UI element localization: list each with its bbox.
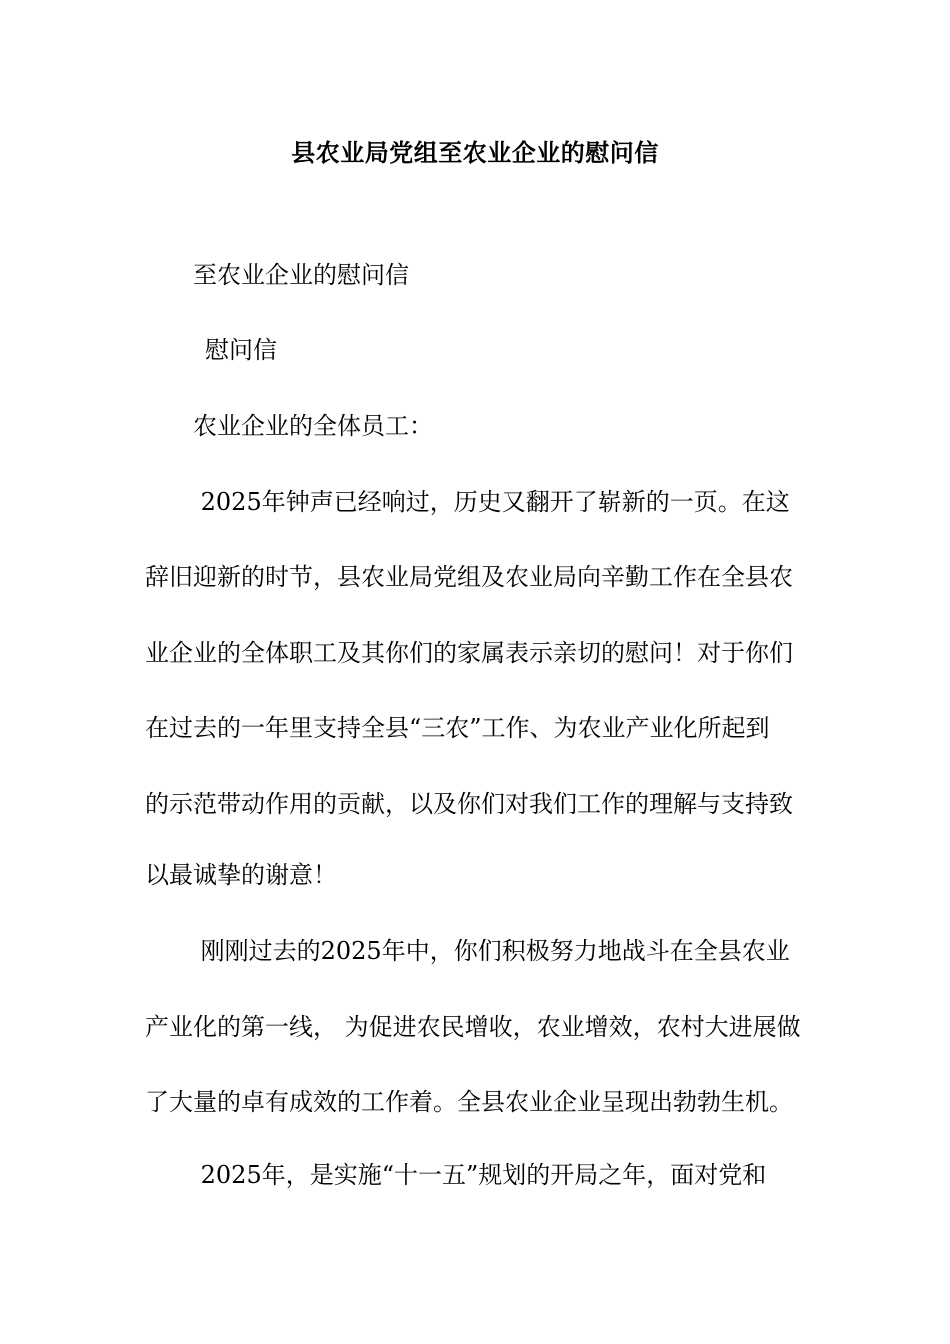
paragraph-1-line-5: 的示范带动作用的贡献，以及你们对我们工作的理解与支持致: [145, 790, 793, 818]
paragraph-1-line-1: 2025年钟声已经响过，历史又翻开了崭新的一页。在这: [193, 488, 790, 516]
document-title: 县农业局党组至农业企业的慰问信: [291, 138, 659, 167]
paragraph-1-line-6: 以最诚挚的谢意！: [145, 861, 337, 889]
document-subtitle: 至农业企业的慰问信: [193, 261, 409, 289]
paragraph-2-line-1: 刚刚过去的2025年中，你们积极努力地战斗在全县农业: [193, 937, 790, 965]
paragraph-2-line-3: 了大量的卓有成效的工作着。全县农业企业呈现出勃勃生机。: [145, 1088, 793, 1116]
salutation: 农业企业的全体员工：: [193, 412, 433, 440]
paragraph-3-line-1: 2025年，是实施“十一五”规划的开局之年，面对党和: [193, 1161, 767, 1189]
letter-heading: 慰问信: [205, 336, 277, 364]
paragraph-2-line-2: 产业化的第一线， 为促进农民增收，农业增效，农村大进展做: [145, 1013, 801, 1041]
paragraph-1-line-4: 在过去的一年里支持全县“三农”工作、为农业产业化所起到: [145, 714, 770, 742]
paragraph-1-line-3: 业企业的全体职工及其你们的家属表示亲切的慰问！对于你们: [145, 639, 793, 667]
paragraph-1-line-2: 辞旧迎新的时节，县农业局党组及农业局向辛勤工作在全县农: [145, 563, 793, 591]
